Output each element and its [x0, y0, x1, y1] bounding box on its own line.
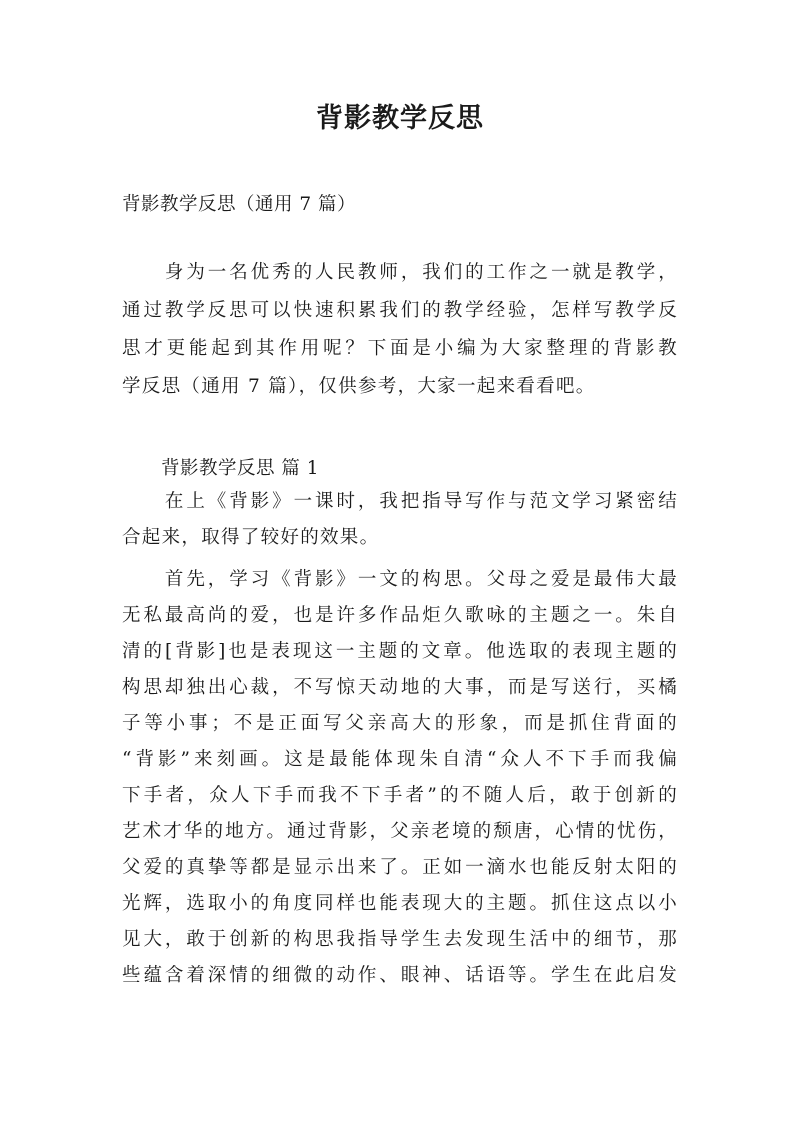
paragraph-line: 在上《背影》一课时，我把指导写作与范文学习紧密结: [122, 491, 678, 512]
intro-line: 思才更能起到其作用呢？下面是小编为大家整理的背影教: [122, 338, 678, 359]
paragraph-line: “背影”来刻画。这是最能体现朱自清“众人不下手而我偏: [122, 749, 678, 770]
intro-line: 通过教学反思可以快速积累我们的教学经验，怎样写教学反: [122, 300, 678, 321]
paragraph-line: 艺术才华的地方。通过背影，父亲老境的颓唐，心情的忧伤，: [122, 821, 678, 842]
paragraph-line: 光辉，选取小的角度同样也能表现大的主题。抓住这点以小: [122, 893, 678, 914]
body-paragraph-1: [122, 484, 678, 556]
paragraph-line: 首先，学习《背影》一文的构思。父母之爱是最伟大最: [122, 569, 678, 590]
paragraph-line: 构思却独出心裁，不写惊天动地的大事，而是写送行，买橘: [122, 677, 678, 698]
paragraph-line: 见大，敢于创新的构思我指导学生去发现生活中的细节，那: [122, 929, 678, 950]
paragraph-line: 无私最高尚的爱，也是许多作品炬久歌咏的主题之一。朱自: [122, 605, 678, 626]
intro-line: 身为一名优秀的人民教师，我们的工作之一就是教学，: [122, 262, 678, 283]
paragraph-line: 清的[背影]也是表现这一主题的文章。他选取的表现主题的: [122, 641, 678, 662]
body-paragraph-2: [122, 562, 678, 994]
intro-line: 学反思（通用 7 篇），仅供参考，大家一起来看看吧。: [122, 376, 596, 397]
document-subtitle: 背影教学反思（通用 7 篇）: [122, 194, 357, 215]
paragraph-line: 子等小事；不是正面写父亲高大的形象，而是抓住背面的: [122, 713, 678, 734]
paragraph-line: 些蕴含着深情的细微的动作、眼神、话语等。学生在此启发: [122, 965, 678, 986]
paragraph-line: 父爱的真挚等都是显示出来了。正如一滴水也能反射太阳的: [122, 857, 678, 878]
paragraph-line: 下手者，众人下手而我不下手者”的不随人后，敢于创新的: [122, 785, 678, 806]
intro-paragraph: [122, 254, 678, 406]
document-title: 背影教学反思: [316, 103, 484, 134]
paragraph-line: 合起来，取得了较好的效果。: [122, 527, 380, 548]
section-heading: 背影教学反思 篇 1: [161, 458, 320, 479]
